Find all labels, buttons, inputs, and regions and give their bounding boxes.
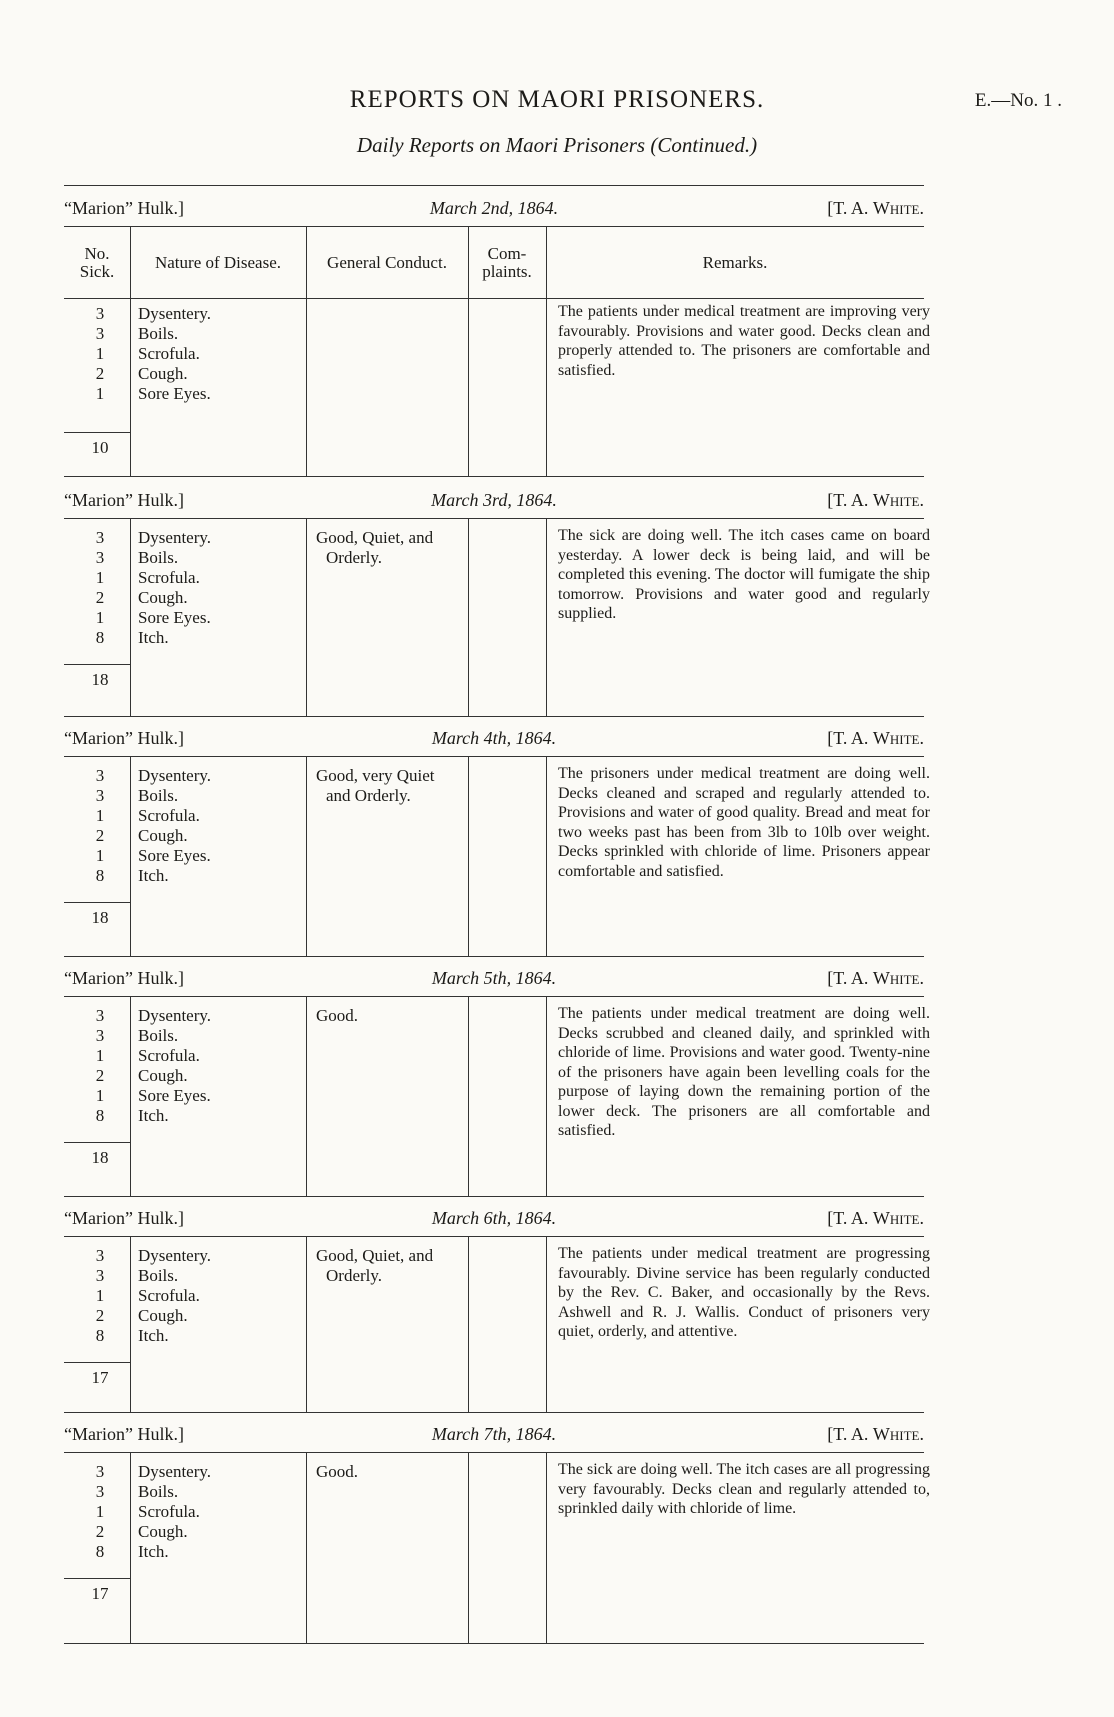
- disease-name: Cough.: [138, 588, 188, 607]
- column-divider: [306, 996, 307, 1196]
- report-header-rule: [64, 226, 924, 227]
- general-conduct: Orderly.: [326, 1266, 383, 1285]
- sick-count: 8: [95, 1542, 105, 1561]
- column-divider: [546, 996, 547, 1196]
- sick-total: 18: [91, 908, 109, 927]
- sick-total: 17: [91, 1368, 109, 1387]
- sick-count: 3: [95, 1006, 105, 1025]
- column-divider: [306, 756, 307, 956]
- officer-surname: White.: [872, 198, 924, 218]
- column-divider: [306, 1452, 307, 1643]
- disease-name: Cough.: [138, 826, 188, 845]
- disease-name: Cough.: [138, 1306, 188, 1325]
- column-divider: [468, 756, 469, 956]
- officer-surname: White.: [872, 968, 924, 988]
- column-head-no-sick-line2: Sick.: [79, 262, 115, 281]
- sick-count: 8: [95, 1106, 105, 1125]
- column-divider: [130, 996, 131, 1196]
- column-head-complaints-line1: Com-: [487, 244, 527, 263]
- report-vessel: “Marion” Hulk.]: [64, 490, 184, 510]
- sick-count: 3: [95, 1266, 105, 1285]
- sick-count: 1: [95, 384, 105, 403]
- disease-name: Dysentery.: [138, 1246, 212, 1265]
- report-bottom-rule: [64, 476, 924, 477]
- sick-count: 2: [95, 364, 105, 383]
- column-divider: [546, 1452, 547, 1643]
- disease-name: Cough.: [138, 364, 188, 383]
- remarks-text: The patients under medical treatment are doing well. Decks scrubbed and cleaned daily, and sprinkled with chloride of lime. Provisions and water good. Twenty-nine of the prisoners have again been levelling coals for the purpose of laying down the remaining portion of the lower deck. The prisoners are all comfortable and satisfied.: [558, 1005, 930, 1139]
- sick-total: 18: [91, 670, 109, 689]
- disease-name: Itch.: [138, 1542, 169, 1561]
- officer-surname: White.: [872, 728, 924, 748]
- report-officer: [T. A. White.: [827, 1424, 924, 1444]
- disease-name: Boils.: [138, 1266, 179, 1285]
- column-divider: [306, 1236, 307, 1412]
- disease-name: Boils.: [138, 786, 179, 805]
- page-subtitle: Daily Reports on Maori Prisoners (Continued.): [356, 133, 758, 157]
- report-officer: [T. A. White.: [827, 968, 924, 988]
- disease-name: Sore Eyes.: [138, 608, 211, 627]
- sick-count: 1: [95, 1502, 105, 1521]
- report-date: March 3rd, 1864.: [431, 490, 557, 510]
- disease-name: Dysentery.: [138, 766, 212, 785]
- report-header-rule: [64, 1236, 924, 1237]
- disease-name: Cough.: [138, 1066, 188, 1085]
- sick-count: 1: [95, 806, 105, 825]
- sick-total: 17: [91, 1584, 109, 1603]
- column-head-conduct: General Conduct.: [327, 253, 447, 272]
- report-officer: [T. A. White.: [827, 1208, 924, 1228]
- disease-name: Scrofula.: [138, 568, 200, 587]
- report-officer: [T. A. White.: [827, 490, 924, 510]
- officer-surname: White.: [872, 1424, 924, 1444]
- disease-name: Dysentery.: [138, 1462, 212, 1481]
- column-head-rule: [64, 298, 924, 299]
- report-date: March 2nd, 1864.: [429, 198, 559, 218]
- sick-count: 2: [95, 826, 105, 845]
- disease-name: Cough.: [138, 1522, 188, 1541]
- column-divider: [468, 226, 469, 476]
- sick-count: 1: [95, 1086, 105, 1105]
- column-divider: [306, 518, 307, 716]
- officer-surname: White.: [872, 1208, 924, 1228]
- total-rule: [64, 902, 130, 903]
- top-rule: [64, 185, 924, 186]
- sick-count: 1: [95, 1286, 105, 1305]
- total-rule: [64, 664, 130, 665]
- report-bottom-rule: [64, 716, 924, 717]
- total-rule: [64, 1362, 130, 1363]
- column-head-remarks: Remarks.: [702, 253, 768, 272]
- report-vessel: “Marion” Hulk.]: [64, 1424, 184, 1444]
- sick-count: 3: [95, 528, 105, 547]
- report-officer: [T. A. White.: [827, 728, 924, 748]
- sick-count: 3: [95, 324, 105, 343]
- general-conduct: Good, Quiet, and: [316, 1246, 434, 1265]
- report-bottom-rule: [64, 1412, 924, 1413]
- disease-name: Scrofula.: [138, 1046, 200, 1065]
- disease-name: Scrofula.: [138, 1286, 200, 1305]
- sick-count: 3: [95, 766, 105, 785]
- report-header-rule: [64, 1452, 924, 1453]
- report-date: March 5th, 1864.: [431, 968, 557, 988]
- officer-surname: White.: [872, 490, 924, 510]
- remarks-text: The prisoners under medical treatment are doing well. Decks cleaned and scraped and regularly attended to. Provisions and water of good quality. Bread and meat for two weeks past has been from 3lb to 10lb over weight. Decks sprinkled with chloride of lime. Prisoners appear comfortable and satisfied.: [558, 765, 930, 880]
- document-number: E.—No. 1 .: [974, 90, 1062, 111]
- total-rule: [64, 1142, 130, 1143]
- general-conduct: Orderly.: [326, 548, 383, 567]
- remarks-text: The sick are doing well. The itch cases are all progressing very favourably. Decks clean and regularly attended to, sprinkled daily with chloride of lime.: [558, 1461, 930, 1517]
- disease-name: Boils.: [138, 1482, 179, 1501]
- column-divider: [130, 226, 131, 476]
- report-vessel: “Marion” Hulk.]: [64, 1208, 184, 1228]
- sick-count: 2: [95, 1066, 105, 1085]
- sick-count: 2: [95, 588, 105, 607]
- column-divider: [130, 1236, 131, 1412]
- column-divider: [546, 756, 547, 956]
- column-divider: [546, 226, 547, 476]
- report-officer: [T. A. White.: [827, 198, 924, 218]
- disease-name: Boils.: [138, 1026, 179, 1045]
- sick-count: 3: [95, 548, 105, 567]
- remarks-text: The patients under medical treatment are improving very favourably. Provisions and water good. Decks clean and properly attended to. The prisoners are comfortable and satisfied.: [558, 303, 930, 379]
- sick-count: 3: [95, 1026, 105, 1045]
- disease-name: Dysentery.: [138, 528, 212, 547]
- column-divider: [130, 1452, 131, 1643]
- report-bottom-rule: [64, 1196, 924, 1197]
- report-vessel: “Marion” Hulk.]: [64, 198, 184, 218]
- disease-name: Scrofula.: [138, 806, 200, 825]
- page-title: REPORTS ON MAORI PRISONERS.: [349, 86, 765, 113]
- disease-name: Sore Eyes.: [138, 846, 211, 865]
- column-divider: [468, 996, 469, 1196]
- column-divider: [468, 1452, 469, 1643]
- remarks-text: The patients under medical treatment are progressing favourably. Divine service has been regularly conducted by the Rev. C. Baker, and occasionally by the Revs. Ashwell and R. J. Wallis. Conduct of prisoners very quiet, orderly, and attentive.: [558, 1245, 930, 1340]
- disease-name: Itch.: [138, 1106, 169, 1125]
- sick-count: 1: [95, 1046, 105, 1065]
- sick-count: 1: [95, 608, 105, 627]
- report-header-rule: [64, 518, 924, 519]
- sick-count: 1: [95, 568, 105, 587]
- disease-name: Dysentery.: [138, 304, 212, 323]
- column-head-disease: Nature of Disease.: [154, 253, 282, 272]
- total-rule: [64, 1578, 130, 1579]
- sick-count: 3: [95, 1482, 105, 1501]
- sick-count: 3: [95, 304, 105, 323]
- column-divider: [468, 1236, 469, 1412]
- report-vessel: “Marion” Hulk.]: [64, 728, 184, 748]
- report-date: March 6th, 1864.: [431, 1208, 557, 1228]
- report-bottom-rule: [64, 1643, 924, 1644]
- general-conduct: Good.: [316, 1006, 359, 1025]
- sick-count: 1: [95, 846, 105, 865]
- column-divider: [306, 226, 307, 476]
- sick-count: 8: [95, 628, 105, 647]
- general-conduct: Good, Quiet, and: [316, 528, 434, 547]
- column-head-complaints-line2: plaints.: [482, 262, 532, 281]
- disease-name: Boils.: [138, 324, 179, 343]
- sick-count: 2: [95, 1522, 105, 1541]
- remarks-text: The sick are doing well. The itch cases came on board yesterday. A lower deck is being laid, and will be completed this evening. The doctor will fumigate the ship tomorrow. Provisions and water good and regularly supplied.: [558, 527, 930, 622]
- report-date: March 7th, 1864.: [431, 1424, 557, 1444]
- column-divider: [546, 518, 547, 716]
- report-header-rule: [64, 996, 924, 997]
- column-divider: [468, 518, 469, 716]
- column-divider: [546, 1236, 547, 1412]
- disease-name: Itch.: [138, 866, 169, 885]
- sick-total: 18: [91, 1148, 109, 1167]
- total-rule: [64, 432, 130, 433]
- column-divider: [130, 756, 131, 956]
- disease-name: Scrofula.: [138, 344, 200, 363]
- disease-name: Boils.: [138, 548, 179, 567]
- report-bottom-rule: [64, 956, 924, 957]
- general-conduct: and Orderly.: [326, 786, 411, 805]
- column-head-no-sick-line1: No.: [84, 244, 110, 263]
- disease-name: Scrofula.: [138, 1502, 200, 1521]
- sick-count: 3: [95, 1246, 105, 1265]
- sick-count: 8: [95, 1326, 105, 1345]
- disease-name: Itch.: [138, 1326, 169, 1345]
- general-conduct: Good, very Quiet: [316, 766, 435, 785]
- sick-count: 2: [95, 1306, 105, 1325]
- disease-name: Sore Eyes.: [138, 384, 211, 403]
- report-header-rule: [64, 756, 924, 757]
- column-divider: [130, 518, 131, 716]
- sick-count: 3: [95, 1462, 105, 1481]
- sick-count: 3: [95, 786, 105, 805]
- sick-count: 8: [95, 866, 105, 885]
- report-vessel: “Marion” Hulk.]: [64, 968, 184, 988]
- sick-count: 1: [95, 344, 105, 363]
- general-conduct: Good.: [316, 1462, 359, 1481]
- disease-name: Dysentery.: [138, 1006, 212, 1025]
- disease-name: Itch.: [138, 628, 169, 647]
- sick-total: 10: [91, 438, 109, 457]
- report-date: March 4th, 1864.: [431, 728, 557, 748]
- disease-name: Sore Eyes.: [138, 1086, 211, 1105]
